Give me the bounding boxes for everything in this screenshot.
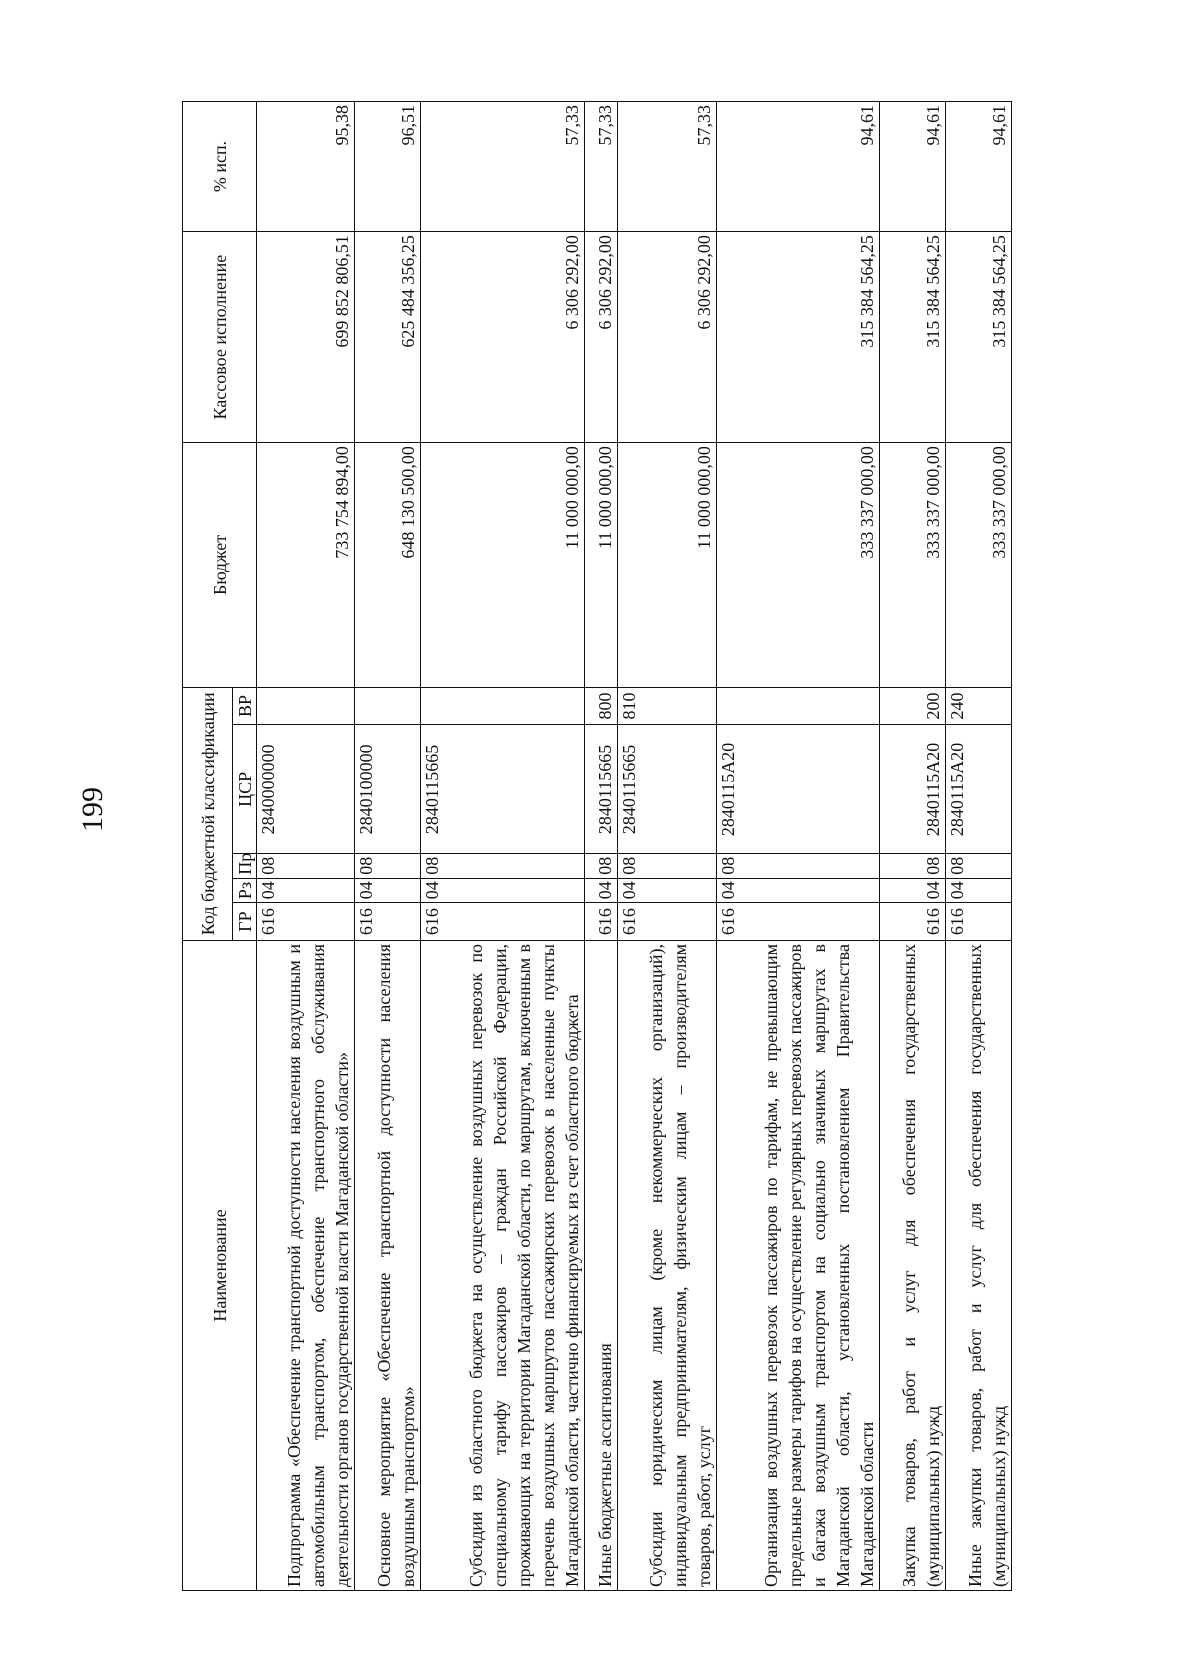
table-row: [584, 102, 618, 1591]
row-vr: 800: [584, 687, 618, 725]
table-row: [879, 102, 945, 1591]
row-csr: 2840100000: [355, 725, 421, 854]
table-row: [945, 102, 1011, 1591]
row-name: Основное мероприятие «Обеспечение транспортной доступности населения воздушным транспортом»: [355, 940, 421, 1590]
row-pr: 08: [421, 854, 584, 878]
row-csr: 2840115665: [421, 725, 584, 854]
row-rz: 04: [716, 878, 879, 902]
header-budget: Бюджет: [183, 443, 257, 687]
row-rz: 04: [257, 878, 355, 902]
row-gr: 616: [584, 903, 618, 941]
row-csr: 2840115665: [584, 725, 618, 854]
row-cash: 6 306 292,00: [584, 232, 618, 443]
row-vr: 240: [945, 687, 1011, 725]
row-rz: 04: [584, 878, 618, 902]
row-vr: [257, 687, 355, 725]
row-name: Субсидии из областного бюджета на осуществление воздушных перевозок по специальному тарифу пассажиров – граждан Российской Федерации, проживающих на территории Магаданской области, по маршрутам, включенным в перечень воздушных маршрутов пассажирских перевозок в населенные пункты Магаданской области, частично финансируемых из счет областного бюджета: [421, 940, 584, 1590]
row-cash: 315 384 564,25: [879, 232, 945, 443]
header-code-group: Код бюджетной классификации: [183, 687, 233, 940]
header-pct: % исп.: [183, 102, 257, 232]
row-gr: 616: [879, 903, 945, 941]
table-row: [355, 102, 421, 1591]
row-budget: 11 000 000,00: [584, 443, 618, 687]
row-pct: 57,33: [421, 102, 584, 232]
row-vr: [716, 687, 879, 725]
row-gr: 616: [421, 903, 584, 941]
table-header: [183, 102, 257, 1591]
row-rz: 04: [879, 878, 945, 902]
row-rz: 04: [945, 878, 1011, 902]
table-row: [618, 102, 716, 1591]
row-csr: 2840115А20: [716, 725, 879, 854]
row-pr: 08: [355, 854, 421, 878]
row-csr: 2840115665: [618, 725, 716, 854]
row-budget: 11 000 000,00: [421, 443, 584, 687]
row-cash: 6 306 292,00: [421, 232, 584, 443]
row-pct: 57,33: [618, 102, 716, 232]
row-budget: 333 337 000,00: [879, 443, 945, 687]
table-row: [716, 102, 879, 1591]
header-cash: Кассовое исполнение: [183, 232, 257, 443]
row-budget: 11 000 000,00: [618, 443, 716, 687]
row-pr: 08: [584, 854, 618, 878]
row-pr: 08: [257, 854, 355, 878]
row-pct: 57,33: [584, 102, 618, 232]
row-pr: 08: [618, 854, 716, 878]
row-gr: 616: [945, 903, 1011, 941]
header-csr: ЦСР: [233, 725, 257, 854]
row-budget: 648 130 500,00: [355, 443, 421, 687]
row-gr: 616: [716, 903, 879, 941]
row-rz: 04: [618, 878, 716, 902]
row-pr: 08: [879, 854, 945, 878]
header-name: Наименование: [183, 940, 257, 1590]
row-cash: 315 384 564,25: [716, 232, 879, 443]
row-pct: 94,61: [879, 102, 945, 232]
row-csr: 2840115А20: [945, 725, 1011, 854]
header-rz: Рз: [233, 878, 257, 902]
row-gr: 616: [618, 903, 716, 941]
budget-table: [182, 101, 1012, 1591]
row-budget: 733 754 894,00: [257, 443, 355, 687]
header-gr: ГР: [233, 903, 257, 941]
row-pct: 94,61: [716, 102, 879, 232]
budget-table-container: [182, 101, 1012, 1591]
row-csr: 2840115А20: [879, 725, 945, 854]
row-pct: 95,38: [257, 102, 355, 232]
row-pct: 96,51: [355, 102, 421, 232]
row-cash: 315 384 564,25: [945, 232, 1011, 443]
table-row: [257, 102, 355, 1591]
row-rz: 04: [421, 878, 584, 902]
row-budget: 333 337 000,00: [945, 443, 1011, 687]
row-gr: 616: [257, 903, 355, 941]
row-pct: 94,61: [945, 102, 1011, 232]
header-pr: Пр: [233, 854, 257, 878]
row-budget: 333 337 000,00: [716, 443, 879, 687]
row-vr: 810: [618, 687, 716, 725]
row-pr: 08: [945, 854, 1011, 878]
row-vr: 200: [879, 687, 945, 725]
row-cash: 699 852 806,51: [257, 232, 355, 443]
table-row: [421, 102, 584, 1591]
row-vr: [355, 687, 421, 725]
row-name: Субсидии юридическим лицам (кроме некоммерческих организаций), индивидуальным предпринимателям, физическим лицам – производителям товаров, работ, услуг: [618, 940, 716, 1590]
row-name: Закупка товаров, работ и услуг для обеспечения государственных (муниципальных) нужд: [879, 940, 945, 1590]
row-rz: 04: [355, 878, 421, 902]
row-csr: 2840000000: [257, 725, 355, 854]
header-vr: ВР: [233, 687, 257, 725]
row-name: Иные закупки товаров, работ и услуг для обеспечения государственных (муниципальных) нужд: [945, 940, 1011, 1590]
page-number: 199: [76, 787, 109, 832]
row-pr: 08: [716, 854, 879, 878]
row-cash: 625 484 356,25: [355, 232, 421, 443]
row-name: Подпрограмма «Обеспечение транспортной доступности населения воздушным и автомобильным транспортом, обеспечение транспортного обслуживания деятельности органов государственной власти Магаданской области»: [257, 940, 355, 1590]
row-vr: [421, 687, 584, 725]
table-body: [257, 102, 1012, 1591]
row-gr: 616: [355, 903, 421, 941]
row-cash: 6 306 292,00: [618, 232, 716, 443]
row-name: Организация воздушных перевозок пассажиров по тарифам, не превышающим предельные размеры тарифов на осуществление регулярных перевозок пассажиров и багажа воздушным транспортом на социально значимых маршрутах в Магаданской области, установленных постановлением Правительства Магаданской области: [716, 940, 879, 1590]
row-name: Иные бюджетные ассигнования: [584, 940, 618, 1590]
